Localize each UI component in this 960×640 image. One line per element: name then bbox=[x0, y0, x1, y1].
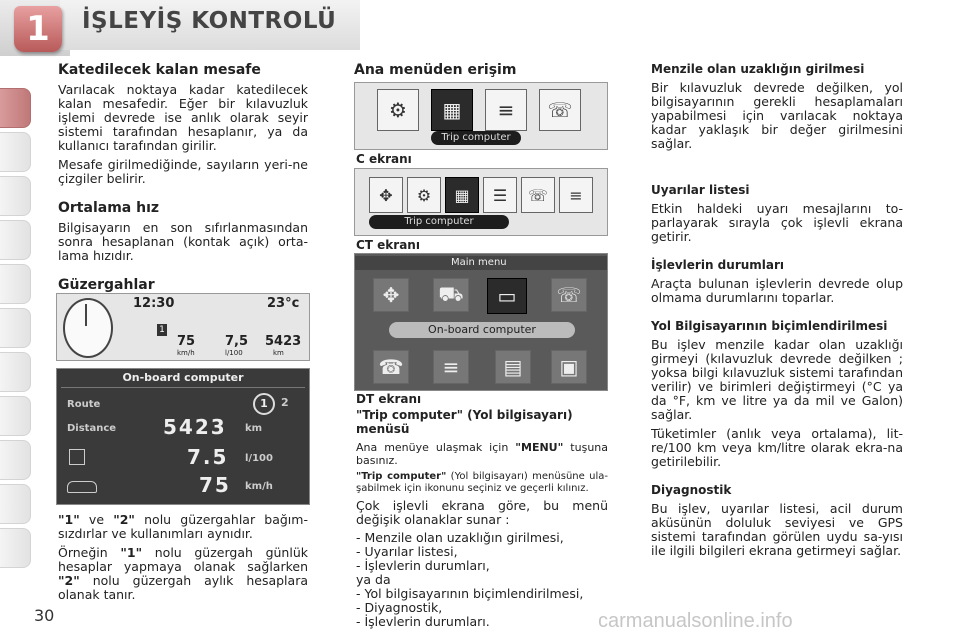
phone-icon: ☏ bbox=[551, 278, 587, 312]
column-3 bbox=[651, 62, 903, 151]
navigation-icon: ✥ bbox=[373, 278, 409, 312]
dt-menu-title: Main menu bbox=[355, 256, 607, 270]
audio-icon: ≡ bbox=[485, 89, 527, 131]
fuel-pump-icon bbox=[69, 449, 85, 465]
lcd-speed-unit: km/h bbox=[177, 349, 195, 357]
onboard-distance-label: Distance bbox=[67, 423, 117, 434]
text-routes-1: "1" ve "2" nolu güzergahlar bağım-sızdırlar ve kullanımları aynıdır. bbox=[58, 512, 308, 541]
chapter-number: 1 bbox=[14, 6, 62, 52]
text-remaining-1: Varılacak noktaya kadar katedilecek kalan mesafedir. Eğer bir kılavuzluk işlemi devrede ise anlık olarak seyir sistemi tarafından hesaplanır, ya da kullanıcı tarafından girilir. bbox=[58, 82, 308, 153]
list-item: - İşlevlerin durumları. bbox=[356, 615, 608, 629]
chapter-tab[interactable] bbox=[0, 484, 31, 524]
heading-main-menu-wrap bbox=[354, 62, 606, 78]
onboard-speed-value: 75 bbox=[199, 473, 231, 497]
text-configuration-2: Tüketimler (anlık veya ortalama), lit-re/100 km veya km/litre olarak ekra-na getirilebilir. bbox=[651, 426, 903, 469]
list-item: - Yol bilgisayarının biçimlendirilmesi, bbox=[356, 587, 608, 601]
chapter-tab-active[interactable] bbox=[0, 88, 31, 128]
chapter-tab[interactable] bbox=[0, 308, 31, 348]
list-options-a bbox=[356, 531, 608, 573]
column-1 bbox=[58, 62, 308, 293]
lcd-display bbox=[56, 293, 310, 361]
clock-dial-icon bbox=[63, 298, 113, 358]
chapter-tab[interactable] bbox=[0, 132, 31, 172]
map-icon: ▤ bbox=[495, 350, 531, 384]
heading-main-menu: Ana menüden erişim bbox=[354, 62, 517, 78]
heading-trip-computer-menu: "Trip computer" (Yol bilgisayarı) menüsü bbox=[356, 408, 573, 436]
onboard-distance-unit: km bbox=[245, 423, 263, 434]
onboard-distance-value: 5423 bbox=[163, 415, 227, 439]
phone-icon: ☏ bbox=[539, 89, 581, 131]
lcd-time: 12:30 bbox=[133, 296, 175, 311]
heading-remaining-distance: Katedilecek kalan mesafe bbox=[58, 62, 261, 78]
phone-icon: ☏ bbox=[521, 177, 555, 213]
text-trip-3: Çok işlevli ekrana göre, bu menü değişik olanaklar sunar : bbox=[356, 498, 608, 527]
audio-icon: ≡ bbox=[559, 177, 593, 213]
chapter-tab[interactable] bbox=[0, 264, 31, 304]
dt-screen bbox=[354, 253, 608, 391]
trip-computer-icon: ▦ bbox=[431, 89, 473, 131]
list-item: - Diyagnostik, bbox=[356, 601, 608, 615]
onboard-speed-unit: km/h bbox=[245, 481, 273, 492]
onboard-consumption-value: 7.5 bbox=[187, 445, 229, 469]
car-icon bbox=[67, 481, 97, 493]
lcd-range: 5423 bbox=[265, 334, 302, 349]
text-or: ya da bbox=[356, 572, 391, 587]
chapter-tab[interactable] bbox=[0, 528, 31, 568]
chapter-tab[interactable] bbox=[0, 352, 31, 392]
lcd-consumption-unit: l/100 bbox=[225, 349, 243, 357]
chapter-tab[interactable] bbox=[0, 440, 31, 480]
heading-range-input: Menzile olan uzaklığın girilmesi bbox=[651, 62, 865, 76]
text-routes-2: Örneğin "1" nolu güzergah günlük hesaplar yapmaya olanak sağlarken "2" nolu güzergah aylık hesaplara olanak tanır. bbox=[58, 545, 308, 602]
c-screen bbox=[354, 82, 608, 150]
column-3-alerts bbox=[651, 183, 903, 558]
text-configuration-1: Bu işlev menzile kadar olan uzaklığı girmeyi (kılavuzluk devrede değilken ; yoksa bilgi kılavuzluk sistemi tarafından verilir) ve birimleri değiştirmeyi (°C ya da °F, km ve litre ya da mil ve Galon) sağlar. bbox=[651, 337, 903, 422]
trip-computer-icon: ▦ bbox=[445, 177, 479, 213]
heading-average-speed: Ortalama hız bbox=[58, 200, 160, 216]
list-options-b bbox=[356, 587, 608, 629]
text-remaining-2: Mesafe girilmediğinde, sayıların yeri-ne çizgiler belirir. bbox=[58, 157, 308, 186]
settings-icon: ⚙ bbox=[407, 177, 441, 213]
lcd-range-unit: km bbox=[273, 349, 284, 357]
dt-screen-label: DT ekranı bbox=[356, 392, 422, 406]
video-icon: ▣ bbox=[551, 350, 587, 384]
ct-screen bbox=[354, 168, 608, 236]
lcd-speed: 75 bbox=[177, 334, 196, 349]
onboard-route-2: 2 bbox=[281, 396, 289, 409]
laptop-icon: ▭ bbox=[487, 278, 527, 314]
list-item: - İşlevlerin durumları, bbox=[356, 559, 608, 573]
text-diagnostics: Bu işlev, uyarılar listesi, acil durum aküsünün doluluk seviyesi ve GPS sistemi tarafından görülen uydu sa-yısı ile ilgili bilgileri ekrana getirmeyi sağlar. bbox=[651, 501, 903, 558]
onboard-consumption-unit: l/100 bbox=[245, 453, 273, 464]
text-trip-1: Ana menüye ulaşmak için "MENU" tuşuna basınız. bbox=[356, 441, 608, 467]
c-screen-label-wrap bbox=[356, 152, 412, 166]
column-2-text bbox=[356, 392, 608, 629]
heading-configuration: Yol Bilgisayarının biçimlendirilmesi bbox=[651, 319, 888, 333]
settings-icon: ⚙ bbox=[377, 89, 419, 131]
text-trip-2: "Trip computer" (Yol bilgisayarı) menüsüne ula-şabilmek için ikonunu seçiniz ve geçerli kılınız. bbox=[356, 471, 608, 494]
car-icon: ⛟ bbox=[433, 278, 469, 312]
heading-diagnostics: Diyagnostik bbox=[651, 483, 732, 497]
text-range-input: Bir kılavuzluk devrede değilken, yol bilgisayarının gerekli hesaplamaları yapabilmesi için varılacak noktaya kadar yaklaşık bir değer girilmesini sağlar. bbox=[651, 80, 903, 151]
onboard-route-label: Route bbox=[67, 399, 101, 410]
ct-screen-label: CT ekranı bbox=[356, 238, 420, 252]
lcd-temperature: 23°c bbox=[267, 296, 300, 311]
page-title: İŞLEYİŞ KONTROLÜ bbox=[82, 8, 337, 34]
text-average-speed: Bilgisayarın en son sıfırlanmasından sonra hesaplanan (kontak açık) orta-lama hızıdır. bbox=[58, 220, 308, 263]
column-1-bottom bbox=[58, 513, 308, 602]
list-item: - Menzile olan uzaklığın girilmesi, bbox=[356, 531, 608, 545]
heading-function-status: İşlevlerin durumları bbox=[651, 258, 785, 272]
text-alerts: Etkin haldeki uyarı mesajlarını to-parlayarak sırayla çok işlevli ekrana getirir. bbox=[651, 201, 903, 244]
chapter-tabs bbox=[0, 60, 34, 620]
onboard-divider bbox=[61, 387, 305, 388]
onboard-title: On-board computer bbox=[122, 371, 244, 384]
navigation-icon: ✥ bbox=[369, 177, 403, 213]
chapter-tab[interactable] bbox=[0, 176, 31, 216]
lcd-consumption: 7,5 bbox=[225, 334, 249, 349]
chapter-tab[interactable] bbox=[0, 396, 31, 436]
heading-alerts: Uyarılar listesi bbox=[651, 183, 750, 197]
phone-book-icon: ☎ bbox=[373, 350, 409, 384]
page-number: 30 bbox=[34, 606, 55, 625]
text-function-status: Araçta bulunan işlevlerin devrede olup olmama durumlarını toparlar. bbox=[651, 276, 903, 305]
audio-icon: ≡ bbox=[433, 350, 469, 384]
dt-screen-caption: On-board computer bbox=[389, 322, 575, 338]
list-item: - Uyarılar listesi, bbox=[356, 545, 608, 559]
clock-hand bbox=[85, 304, 87, 326]
ct-screen-caption: Trip computer bbox=[369, 215, 509, 229]
chapter-tab[interactable] bbox=[0, 220, 31, 260]
onboard-computer-screen bbox=[56, 368, 310, 505]
heading-routes: Güzergahlar bbox=[58, 277, 155, 293]
ct-screen-label-wrap bbox=[356, 238, 420, 252]
c-screen-caption: Trip computer bbox=[431, 131, 521, 145]
lcd-route-tab: 1 bbox=[157, 324, 167, 336]
onboard-route-1: 1 bbox=[253, 393, 275, 415]
watermark: carmanualsonline.info bbox=[598, 610, 793, 632]
c-screen-label: C ekranı bbox=[356, 152, 412, 166]
radio-icon: ☰ bbox=[483, 177, 517, 213]
